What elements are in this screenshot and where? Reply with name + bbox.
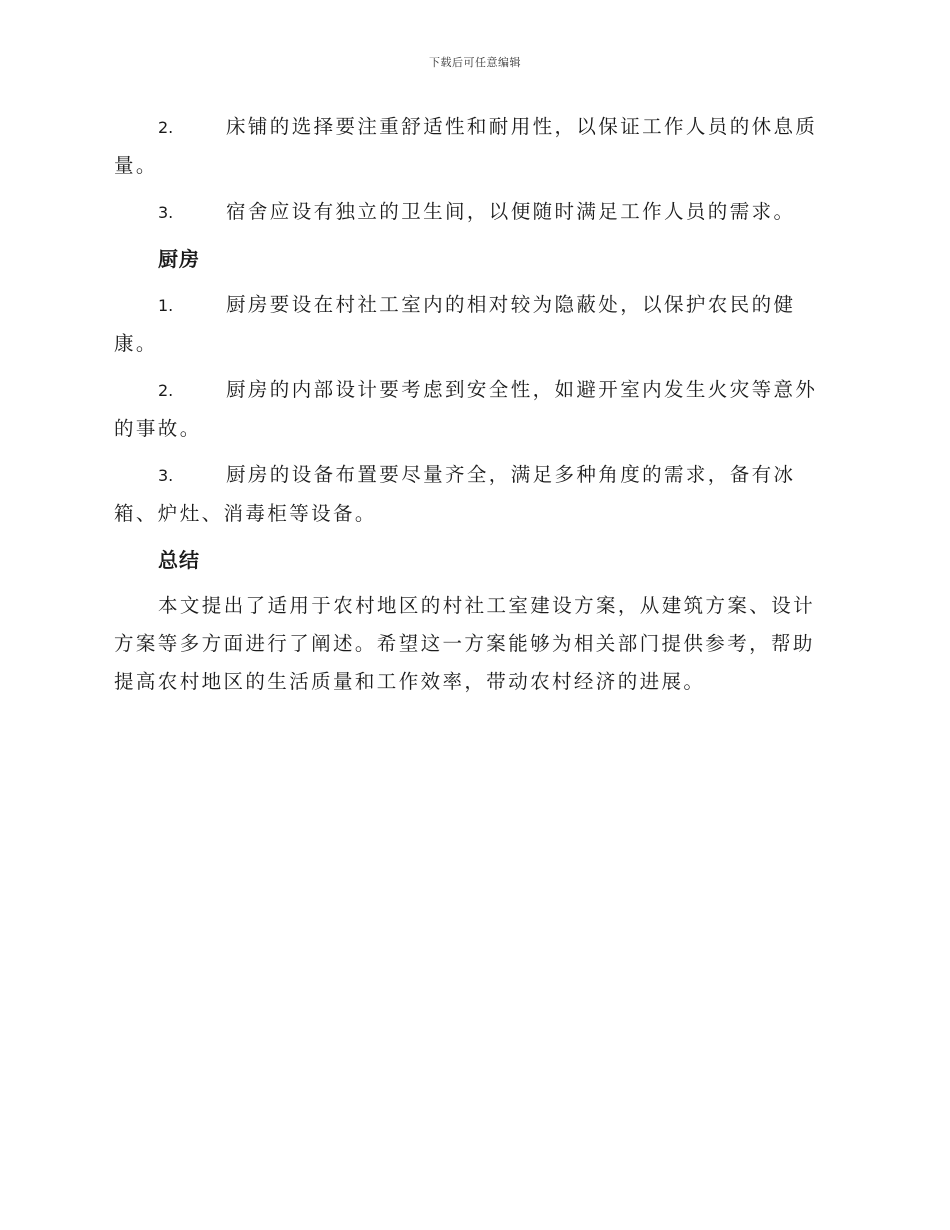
list-item xyxy=(114,108,836,185)
list-item xyxy=(114,193,836,232)
summary-paragraph: 本文提出了适用于农村地区的村社工室建设方案，从建筑方案、设计方案等多方面进行了阐述。希望这一方案能够为相关部门提供参考，帮助提高农村地区的生活质量和工作效率，带动农村经济的进展。 xyxy=(114,594,816,693)
list-item xyxy=(114,371,836,448)
list-item-text: 厨房要设在村社工室内的相对较为隐蔽处，以保护农民的健康。 xyxy=(114,293,796,355)
list-item-number: 3. xyxy=(158,203,174,222)
section-heading-summary: 总结 xyxy=(158,548,200,572)
list-item xyxy=(114,456,836,533)
list-item-number: 3. xyxy=(158,466,174,485)
list-item-text: 厨房的设备布置要尽量齐全，满足多种角度的需求，备有冰箱、炉灶、消毒柜等设备。 xyxy=(114,463,796,525)
list-item-text: 宿舍应设有独立的卫生间，以便随时满足工作人员的需求。 xyxy=(226,200,796,223)
list-item xyxy=(114,286,836,363)
page-header: 下载后可任意编辑 xyxy=(429,56,521,69)
list-item-number: 2. xyxy=(158,118,174,137)
list-item-number: 1. xyxy=(158,296,174,315)
list-item-text: 床铺的选择要注重舒适性和耐用性，以保证工作人员的休息质量。 xyxy=(114,115,818,177)
list-item-number: 2. xyxy=(158,381,174,400)
section-heading-kitchen: 厨房 xyxy=(158,247,200,271)
document-body xyxy=(114,108,836,701)
list-item-text: 厨房的内部设计要考虑到安全性，如避开室内发生火灾等意外的事故。 xyxy=(114,378,818,440)
